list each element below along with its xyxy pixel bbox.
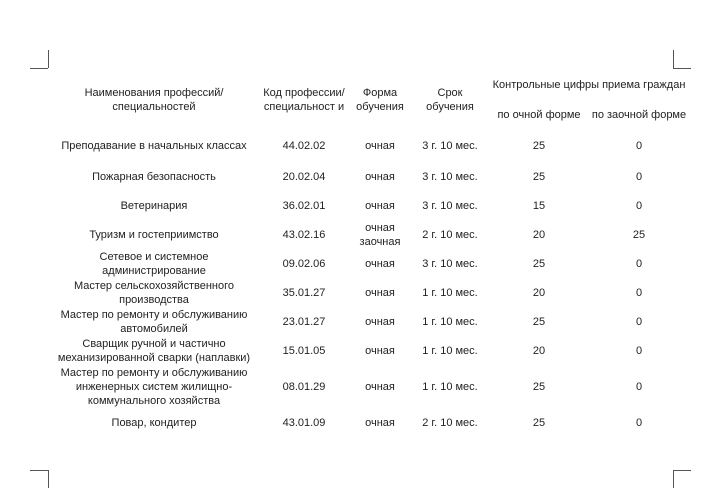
header-admission-group: Контрольные цифры приема граждан xyxy=(492,79,686,91)
cell-name: Мастер по ремонту и обслуживанию автомобилей xyxy=(60,308,248,335)
cell-code: 09.02.06 xyxy=(282,257,326,270)
cell-form: очная xyxy=(365,199,395,212)
cell-form: очная xyxy=(365,416,395,429)
cell-code: 36.02.01 xyxy=(282,199,326,212)
cell-code: 43.01.09 xyxy=(282,416,326,429)
cell-form: очная заочная xyxy=(359,221,401,248)
cell-form: очная xyxy=(365,140,395,152)
table-row xyxy=(49,408,689,437)
cell-full-time: 25 xyxy=(532,257,546,270)
cell-part-time: 0 xyxy=(635,286,643,299)
cell-term: 2 г. 10 мес. xyxy=(422,228,478,241)
cell-form: очная xyxy=(365,344,395,357)
crop-mark-top-right-h xyxy=(673,68,691,69)
table-row xyxy=(49,191,689,220)
cell-form: очная xyxy=(365,380,395,393)
table-row xyxy=(49,336,689,365)
crop-mark-top-left-v xyxy=(48,50,49,68)
table-row xyxy=(49,130,689,162)
cell-part-time: 0 xyxy=(635,170,643,183)
crop-mark-bottom-left-v xyxy=(48,470,49,488)
cell-full-time: 25 xyxy=(532,315,546,328)
cell-full-time: 20 xyxy=(532,228,546,241)
cell-name: Сетевое и системное администрирование xyxy=(99,250,209,277)
table-row xyxy=(49,307,689,336)
cell-full-time: 25 xyxy=(532,170,546,183)
cell-full-time: 20 xyxy=(532,286,546,299)
cell-name: Туризм и гостеприимство xyxy=(89,228,219,241)
header-form: Форма обучения xyxy=(356,87,404,113)
cell-term: 1 г. 10 мес. xyxy=(422,315,478,328)
cell-term: 1 г. 10 мес. xyxy=(422,286,478,299)
cell-code: 20.02.04 xyxy=(282,170,326,183)
cell-full-time: 20 xyxy=(532,344,546,357)
table-row xyxy=(49,162,689,191)
cell-form: очная xyxy=(365,257,395,270)
cell-form: очная xyxy=(365,315,395,328)
cell-part-time: 0 xyxy=(635,344,643,357)
cell-term: 3 г. 10 мес. xyxy=(422,170,478,183)
table-row xyxy=(49,278,689,307)
crop-mark-bottom-right-v xyxy=(673,470,674,488)
table-row xyxy=(49,249,689,278)
crop-mark-top-right-v xyxy=(673,50,674,68)
cell-part-time: 0 xyxy=(635,380,643,393)
cell-part-time: 0 xyxy=(635,315,643,328)
cell-term: 2 г. 10 мес. xyxy=(422,416,478,429)
header-part-time: по заочной форме xyxy=(591,109,687,121)
header-term: Срок обучения xyxy=(426,87,474,113)
admission-table xyxy=(49,70,689,437)
cell-part-time: 0 xyxy=(635,140,643,152)
cell-full-time: 25 xyxy=(532,140,546,152)
header-code: Код профессии/ специальност и xyxy=(263,87,345,113)
cell-term: 3 г. 10 мес. xyxy=(422,257,478,270)
cell-code: 08.01.29 xyxy=(282,380,326,393)
cell-name: Сварщик ручной и частично механизированной сварки (наплавки) xyxy=(57,337,251,364)
cell-term: 3 г. 10 мес. xyxy=(422,199,478,212)
cell-full-time: 25 xyxy=(532,380,546,393)
cell-part-time: 0 xyxy=(635,257,643,270)
cell-code: 43.02.16 xyxy=(282,228,326,241)
cell-code: 23.01.27 xyxy=(282,315,326,328)
crop-mark-bottom-left-h xyxy=(30,470,48,471)
cell-full-time: 15 xyxy=(532,199,546,212)
cell-name: Мастер по ремонту и обслуживанию инженерных систем жилищно-коммунального хозяйства xyxy=(60,366,248,407)
table-row xyxy=(49,365,689,408)
crop-mark-bottom-right-h xyxy=(673,470,691,471)
cell-term: 1 г. 10 мес. xyxy=(422,344,478,357)
cell-part-time: 25 xyxy=(632,228,646,241)
cell-part-time: 0 xyxy=(635,416,643,429)
cell-full-time: 25 xyxy=(532,416,546,429)
cell-term: 1 г. 10 мес. xyxy=(422,380,478,393)
cell-name: Пожарная безопасность xyxy=(92,170,216,183)
cell-code: 44.02.02 xyxy=(282,140,326,152)
crop-mark-top-left-h xyxy=(30,68,48,69)
cell-part-time: 0 xyxy=(635,199,643,212)
header-full-time: по очной форме xyxy=(497,109,581,121)
cell-code: 15.01.05 xyxy=(282,344,326,357)
cell-name: Преподавание в начальных классах xyxy=(61,140,247,152)
cell-code: 35.01.27 xyxy=(282,286,326,299)
cell-name: Мастер сельскохозяйственного производства xyxy=(74,279,234,306)
cell-form: очная xyxy=(365,286,395,299)
table-row xyxy=(49,220,689,249)
cell-name: Повар, кондитер xyxy=(111,416,197,429)
cell-name: Ветеринария xyxy=(120,199,188,212)
cell-form: очная xyxy=(365,170,395,183)
header-name: Наименования профессий/ специальностей xyxy=(84,87,224,113)
cell-term: 3 г. 10 мес. xyxy=(422,140,478,152)
